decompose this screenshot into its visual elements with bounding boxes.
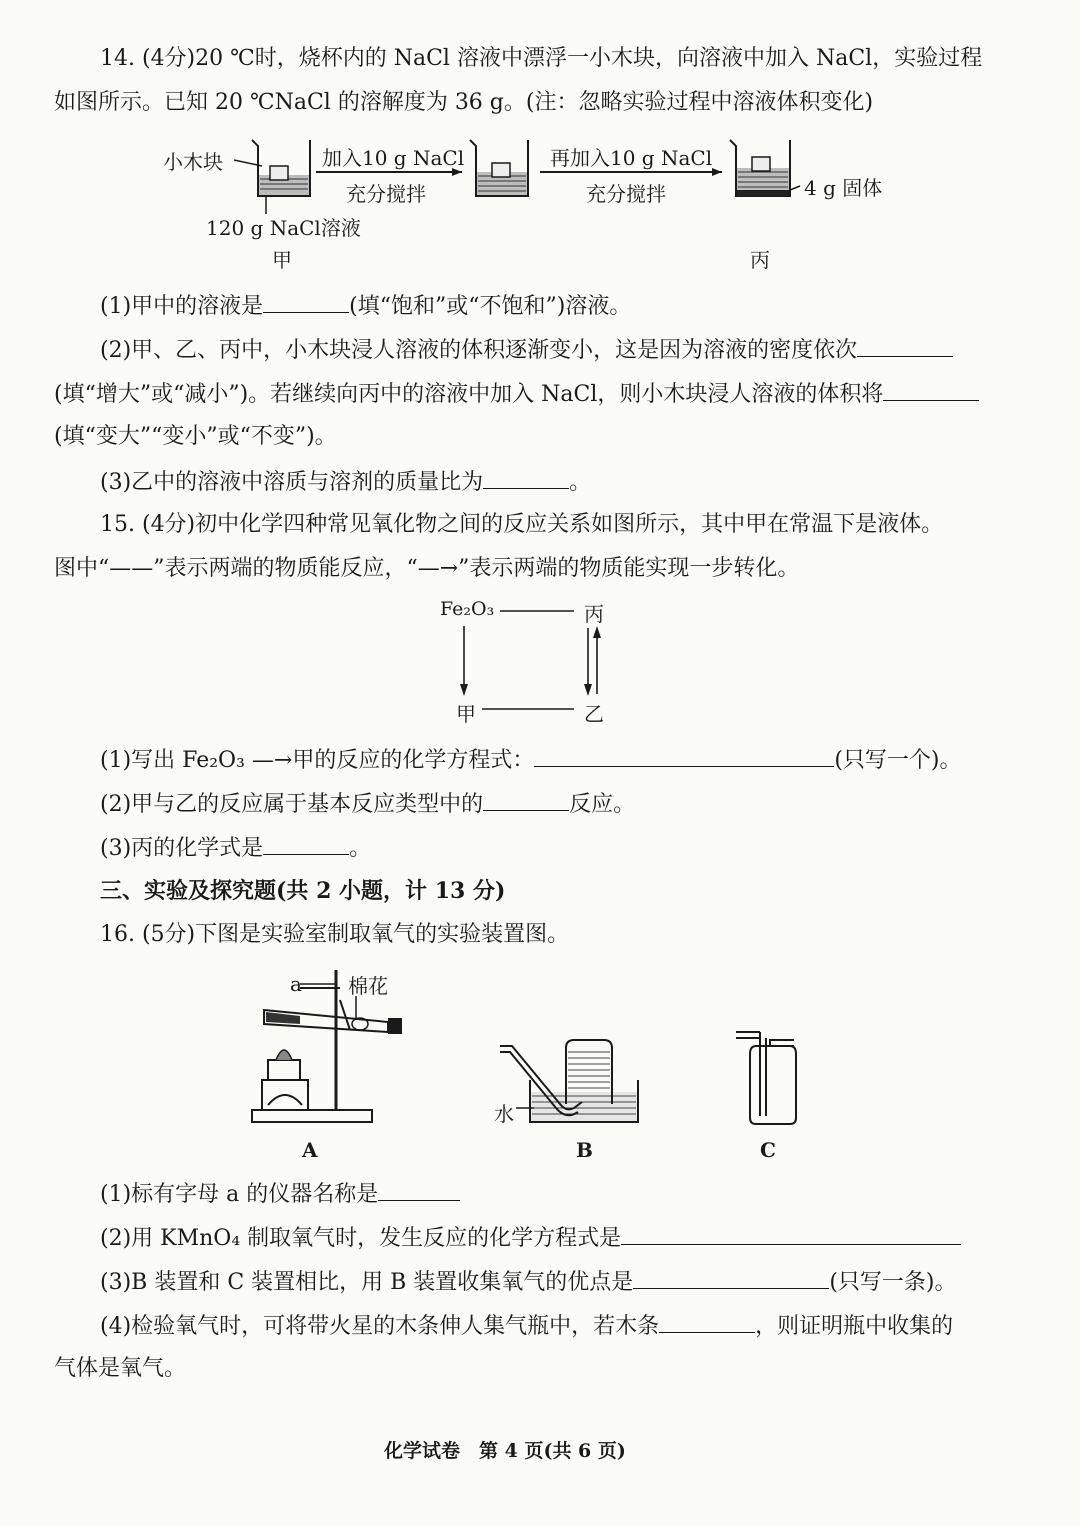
q15-intro-line2: 图中“——”表示两端的物质能反应，“—→”表示两端的物质能实现一步转化。 bbox=[54, 556, 800, 581]
q16-part1 bbox=[100, 1178, 460, 1210]
q16-part1-text-a: (1)标有字母 a 的仪器名称是 bbox=[100, 1182, 379, 1207]
q16-part3-text-a: (3)B 装置和 C 装置相比，用 B 装置收集氧气的优点是 bbox=[100, 1270, 634, 1295]
solid-label: 4 g 固体 bbox=[804, 176, 883, 200]
q15-part3-text-a: (3)丙的化学式是 bbox=[100, 836, 264, 861]
apparatus-B bbox=[500, 1040, 638, 1122]
arrow1-top-label: 加入10 g NaCl bbox=[322, 146, 465, 170]
q16-part3 bbox=[100, 1266, 956, 1298]
q14-part2-text-a: (2)甲、乙、丙中，小木块浸人溶液的体积逐渐变小，这是因为溶液的密度依次 bbox=[100, 338, 858, 363]
water-label: 水 bbox=[494, 1102, 514, 1126]
arrow2-bottom-label: 充分搅拌 bbox=[586, 182, 666, 206]
q15-part1-text-a: (1)写出 Fe₂O₃ —→甲的反应的化学方程式： bbox=[100, 748, 535, 773]
node-jia: 甲 bbox=[456, 702, 476, 726]
apparatus-label-a: a bbox=[290, 972, 302, 996]
q15-part3-text-b: 。 bbox=[349, 836, 372, 861]
apparatus-name-B: B bbox=[576, 1138, 593, 1162]
wood-block-label: 小木块 bbox=[163, 150, 223, 174]
q16-answer-blank-2[interactable] bbox=[621, 1222, 961, 1245]
q14-part2-line3: (填“变大”“变小”或“不变”)。 bbox=[54, 424, 337, 449]
apparatus-name-C: C bbox=[760, 1138, 776, 1162]
q16-part3-text-b: (只写一条)。 bbox=[829, 1270, 957, 1295]
q14-part2-text-b: (填“增大”或“减小”)。若继续向丙中的溶液中加入 NaCl，则小木块浸人溶液的体积将 bbox=[54, 382, 884, 407]
q16-answer-blank-3[interactable] bbox=[633, 1266, 829, 1289]
page-footer: 化学试卷 第 4 页(共 6 页) bbox=[384, 1440, 626, 1462]
q14-intro-line2: 如图所示。已知 20 ℃NaCl 的溶解度为 36 g。(注：忽略实验过程中溶液体积变化) bbox=[54, 90, 874, 115]
beaker-jia-name: 甲 bbox=[272, 248, 292, 272]
q16-answer-blank-1[interactable] bbox=[378, 1178, 460, 1201]
q16-part2 bbox=[100, 1222, 961, 1254]
arrow2-top-label: 再加入10 g NaCl bbox=[550, 146, 713, 170]
q16-part4-text-b: ，则证明瓶中收集的 bbox=[755, 1314, 954, 1339]
q16-part4 bbox=[100, 1310, 953, 1342]
q16-part4-line2: 气体是氧气。 bbox=[54, 1356, 187, 1381]
solution-label: 120 g NaCl溶液 bbox=[206, 216, 361, 240]
q15-part2-text-b: 反应。 bbox=[569, 792, 636, 817]
q16-answer-blank-4[interactable] bbox=[659, 1310, 755, 1333]
node-fe2o3: Fe₂O₃ bbox=[440, 598, 495, 620]
q14-part1-text-b: (填“饱和”或“不饱和”)溶液。 bbox=[349, 294, 632, 319]
node-yi: 乙 bbox=[584, 702, 604, 726]
arrow1-bottom-label: 充分搅拌 bbox=[346, 182, 426, 206]
q14-intro-line1: 14. (4分)20 ℃时，烧杯内的 NaCl 溶液中漂浮一小木块，向溶液中加入 NaCl，实验过程 bbox=[100, 46, 983, 71]
q16-part2-text-a: (2)用 KMnO₄ 制取氧气时，发生反应的化学方程式是 bbox=[100, 1226, 622, 1251]
q16-intro: 16. (5分)下图是实验室制取氧气的实验装置图。 bbox=[100, 922, 570, 947]
section3-title: 三、实验及探究题(共 2 小题，计 13 分) bbox=[100, 878, 506, 904]
q14-part3-text-a: (3)乙中的溶液中溶质与溶剂的质量比为 bbox=[100, 470, 484, 495]
q15-part1-text-b: (只写一个)。 bbox=[834, 748, 962, 773]
q14-part1-text-a: (1)甲中的溶液是 bbox=[100, 294, 264, 319]
q15-intro-line1: 15. (4分)初中化学四种常见氧化物之间的反应关系如图所示，其中甲在常温下是液体。 bbox=[100, 512, 944, 537]
apparatus-C bbox=[736, 1032, 796, 1124]
node-bing: 丙 bbox=[584, 602, 604, 626]
q14-part3-text-b: 。 bbox=[569, 470, 592, 495]
beaker-bing-name: 丙 bbox=[750, 248, 770, 272]
q16-part4-text-a: (4)检验氧气时，可将带火星的木条伸人集气瓶中，若木条 bbox=[100, 1314, 660, 1339]
apparatus-name-A: A bbox=[302, 1138, 318, 1162]
q15-part2-text-a: (2)甲与乙的反应属于基本反应类型中的 bbox=[100, 792, 484, 817]
cotton-label: 棉花 bbox=[348, 974, 388, 998]
